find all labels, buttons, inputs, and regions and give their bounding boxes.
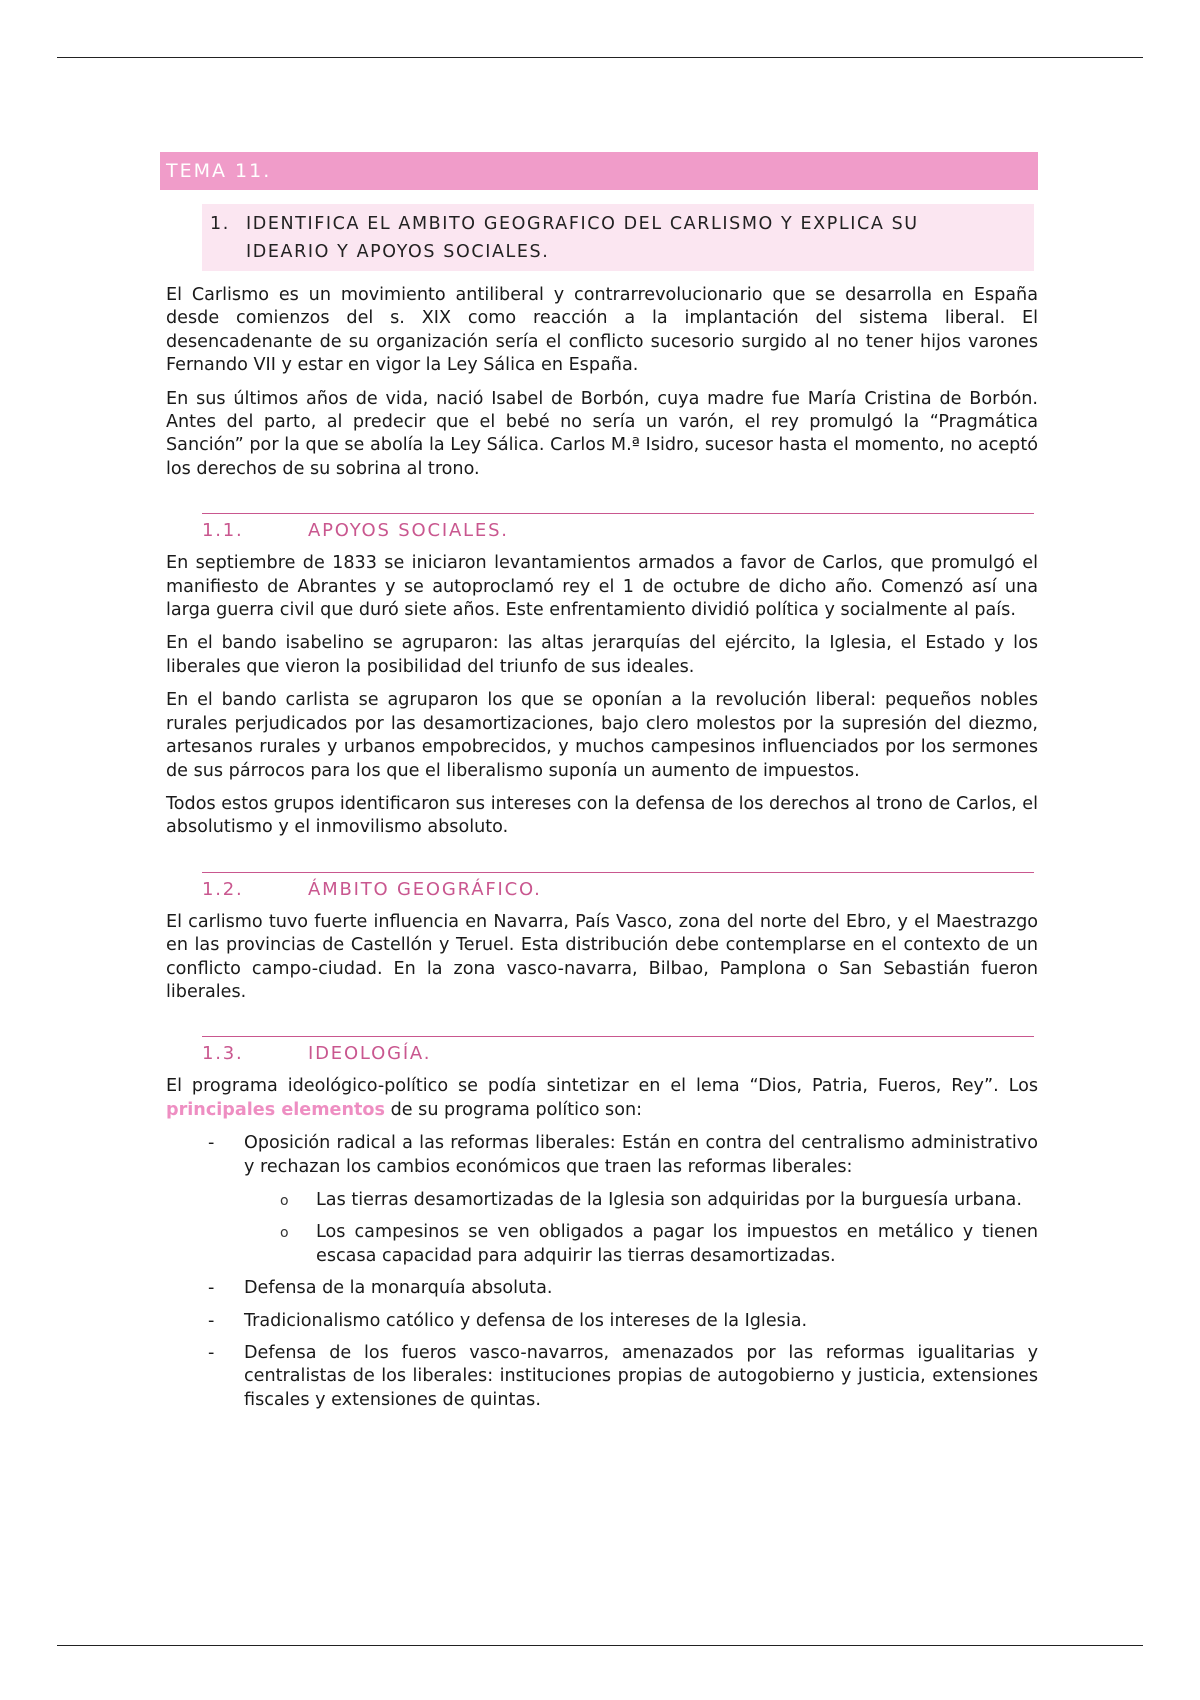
document-title: TEMA 11. <box>160 152 1038 190</box>
dash-bullet: - <box>208 1310 215 1331</box>
sub-list <box>244 1189 1038 1268</box>
section-number: 1.3. <box>202 1043 244 1065</box>
section-heading-apoyos <box>202 513 1034 548</box>
section-paragraph: En el bando isabelino se agruparon: las altas jerarquías del ejército, la Iglesia, el Estado y los liberales que vieron la posibilidad del triunfo de sus ideales. <box>166 633 1038 677</box>
intro-paragraph-1: El Carlismo es un movimiento antiliberal y contrarrevolucionario que se desarrolla en España desde comienzos del s. XIX como reacción a la implantación del sistema liberal. El desencadenante de su organización sería el conflicto sucesorio surgido al no tener hijos varones Fernando VII y estar en vigor la Ley Sálica en España. <box>166 285 1038 376</box>
section-heading-ambito <box>202 872 1034 907</box>
footer-rule <box>57 1645 1143 1646</box>
section-heading-ideologia <box>202 1036 1034 1071</box>
highlighted-phrase: principales elementos <box>166 1099 385 1120</box>
list-item <box>166 1310 1038 1333</box>
section-number: 1.2. <box>202 878 244 900</box>
dash-bullet: - <box>208 1133 215 1154</box>
list-item <box>166 1342 1038 1412</box>
document-body <box>166 152 1038 1421</box>
section-title: IDEOLOGÍA. <box>308 1043 432 1065</box>
circle-bullet-icon: o <box>280 1225 289 1242</box>
section-number: 1.1. <box>202 520 244 542</box>
list-item-text: Oposición radical a las reformas liberales: Están en contra del centralismo administrativo y rechazan los cambios económicos que traen las reformas liberales: <box>244 1133 1038 1177</box>
ideologia-list <box>166 1132 1038 1412</box>
list-item <box>166 1277 1038 1300</box>
ideologia-intro-after: de su programa político son: <box>390 1099 643 1120</box>
dash-bullet: - <box>208 1278 215 1299</box>
question-number: 1. <box>210 214 230 234</box>
section-title: APOYOS SOCIALES. <box>308 520 509 542</box>
ideologia-intro <box>166 1075 1038 1122</box>
sub-list-item <box>244 1221 1038 1268</box>
section-title: ÁMBITO GEOGRÁFICO. <box>308 878 542 900</box>
sub-list-item-text: Los campesinos se ven obligados a pagar los impuestos en metálico y tienen escasa capacidad para adquirir las tierras desamortizadas. <box>316 1222 1038 1266</box>
question-heading <box>202 204 1034 271</box>
sub-list-item <box>244 1189 1038 1212</box>
section-paragraph: En septiembre de 1833 se iniciaron levantamientos armados a favor de Carlos, que promulgó el manifiesto de Abrantes y se autoproclamó rey el 1 de octubre de dicho año. Comenzó así una larga guerra civil que duró siete años. Este enfrentamiento dividió política y socialmente al país. <box>166 553 1038 621</box>
section-paragraph: En el bando carlista se agruparon los que se oponían a la revolución liberal: pequeños nobles rurales perjudicados por las desamortizaciones, bajo clero molestos por la supresión del diezmo, artesanos rurales y urbanos empobrecidos, y muchos campesinos influenciados por los sermones de sus párrocos para los que el liberalismo suponía un aumento de impuestos. <box>166 690 1038 781</box>
sub-list-item-text: Las tierras desamortizadas de la Iglesia son adquiridas por la burguesía urbana. <box>316 1189 1022 1210</box>
list-item <box>166 1132 1038 1268</box>
question-text: IDENTIFICA EL AMBITO GEOGRAFICO DEL CARLISMO Y EXPLICA SU IDEARIO Y APOYOS SOCIALES. <box>246 214 919 262</box>
list-item-text: Defensa de la monarquía absoluta. <box>244 1278 553 1299</box>
section-paragraph: Todos estos grupos identificaron sus intereses con la defensa de los derechos al trono de Carlos, el absolutismo y el inmovilismo absoluto. <box>166 793 1038 838</box>
intro-paragraph-2: En sus últimos años de vida, nació Isabel de Borbón, cuya madre fue María Cristina de Borbón. Antes del parto, al predecir que el bebé no sería un varón, el rey promulgó la “Pragmática Sanción” por la que se abolía la Ley Sálica. Carlos M.ª Isidro, sucesor hasta el momento, no aceptó los derechos de su sobrina al trono. <box>166 388 1038 479</box>
section-paragraph: El carlismo tuvo fuerte influencia en Navarra, País Vasco, zona del norte del Ebro, y el Maestrazgo en las provincias de Castellón y Teruel. Esta distribución debe contemplarse en el contexto de un conflicto campo-ciudad. En la zona vasco-navarra, Bilbao, Pamplona o San Sebastián fueron liberales. <box>166 911 1038 1002</box>
circle-bullet-icon: o <box>280 1192 289 1209</box>
dash-bullet: - <box>208 1343 215 1363</box>
ideologia-intro-before: El programa ideológico-político se podía sintetizar en el lema “Dios, Patria, Fueros, Rey”. Los <box>166 1076 1038 1097</box>
header-rule <box>57 57 1143 58</box>
list-item-text: Defensa de los fueros vasco-navarros, amenazados por las reformas igualitarias y centralistas de los liberales: instituciones propias de autogobierno y justicia, extensiones fiscales y extensiones de quintas. <box>244 1343 1038 1410</box>
list-item-text: Tradicionalismo católico y defensa de los intereses de la Iglesia. <box>244 1310 808 1331</box>
